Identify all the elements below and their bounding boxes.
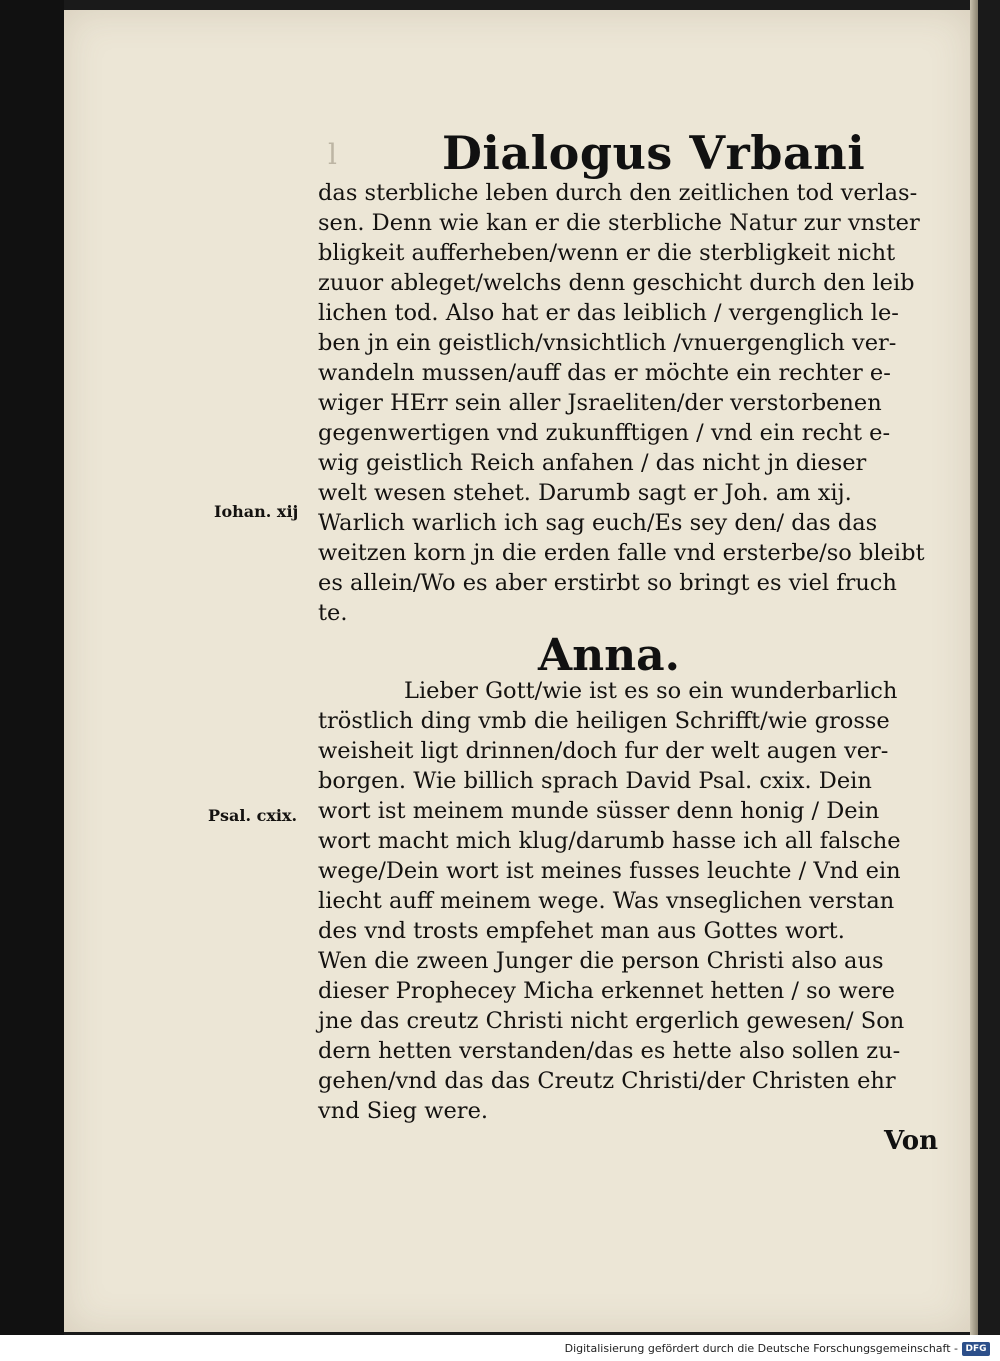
footer-credit: Digitalisierung gefördert durch die Deutsche Forschungsgemeinschaft - — [564, 1342, 958, 1355]
signature-mark: l — [328, 138, 337, 171]
text-line: wiger HErr sein aller Jsraeliten/der verstorbenen — [318, 390, 882, 416]
text-line: Warlich warlich ich sag euch/Es sey den/ das das — [318, 510, 878, 536]
text-line: vnd Sieg were. — [318, 1098, 489, 1124]
text-line: wege/Dein wort ist meines fusses leuchte / Vnd ein — [318, 858, 901, 884]
dfg-logo: DFG — [962, 1342, 990, 1356]
speaker-heading: Anna. — [538, 630, 680, 681]
text-line: bligkeit aufferheben/wenn er die sterbligkeit nicht — [318, 240, 896, 266]
text-line: wig geistlich Reich anfahen / das nicht jn dieser — [318, 450, 867, 476]
text-line: jne das creutz Christi nicht ergerlich gewesen/ Son — [318, 1008, 905, 1034]
margin-note-psalm: Psal. cxix. — [208, 806, 298, 825]
text-line: es allein/Wo es aber erstirbt so bringt es viel fruch — [318, 570, 897, 596]
text-line: dieser Prophecey Micha erkennet hetten / so were — [318, 978, 895, 1004]
text-line: sen. Denn wie kan er die sterbliche Natur zur vnster — [318, 210, 920, 236]
text-line: weisheit ligt drinnen/doch fur der welt augen ver- — [318, 738, 889, 764]
catchword: Von — [884, 1126, 939, 1156]
text-line: weitzen korn jn die erden falle vnd ersterbe/so bleibt — [318, 540, 925, 566]
text-block-2 — [318, 676, 958, 1126]
text-line: wort ist meinem munde süsser denn honig / Dein — [318, 798, 880, 824]
text-line: te. — [318, 600, 348, 626]
text-line: Wen die zween Junger die person Christi also aus — [318, 948, 884, 974]
text-line: borgen. Wie billich sprach David Psal. cxix. Dein — [318, 768, 872, 794]
text-line: wort macht mich klug/darumb hasse ich all falsche — [318, 828, 901, 854]
text-line: gehen/vnd das das Creutz Christi/der Christen ehr — [318, 1068, 896, 1094]
text-line: gegenwertigen vnd zukunfftigen / vnd ein recht e- — [318, 420, 891, 446]
margin-note-john: Iohan. xij — [214, 502, 299, 521]
text-line: das sterbliche leben durch den zeitlichen tod verlas- — [318, 180, 918, 206]
text-line: zuuor ableget/welchs denn geschicht durch den leib — [318, 270, 915, 296]
text-line: welt wesen stehet. Darumb sagt er Joh. am xij. — [318, 480, 852, 506]
text-line: liecht auff meinem wege. Was vnseglichen verstan — [318, 888, 895, 914]
text-line: dern hetten verstanden/das es hette also sollen zu- — [318, 1038, 901, 1064]
text-block-1 — [318, 178, 958, 628]
text-line: wandeln mussen/auff das er möchte ein rechter e- — [318, 360, 891, 386]
text-line: ben jn ein geistlich/vnsichtlich /vnuergenglich ver- — [318, 330, 897, 356]
page-header-title: Dialogus Vrbani — [442, 126, 866, 180]
scan-background-left — [0, 0, 64, 1361]
text-line: lichen tod. Also hat er das leiblich / vergenglich le- — [318, 300, 899, 326]
page-edge — [970, 0, 978, 1336]
text-line: tröstlich ding vmb die heiligen Schrifft/wie grosse — [318, 708, 890, 734]
text-line: des vnd trosts empfehet man aus Gottes wort. — [318, 918, 845, 944]
text-line: Lieber Gott/wie ist es so ein wunderbarlich — [404, 678, 898, 704]
